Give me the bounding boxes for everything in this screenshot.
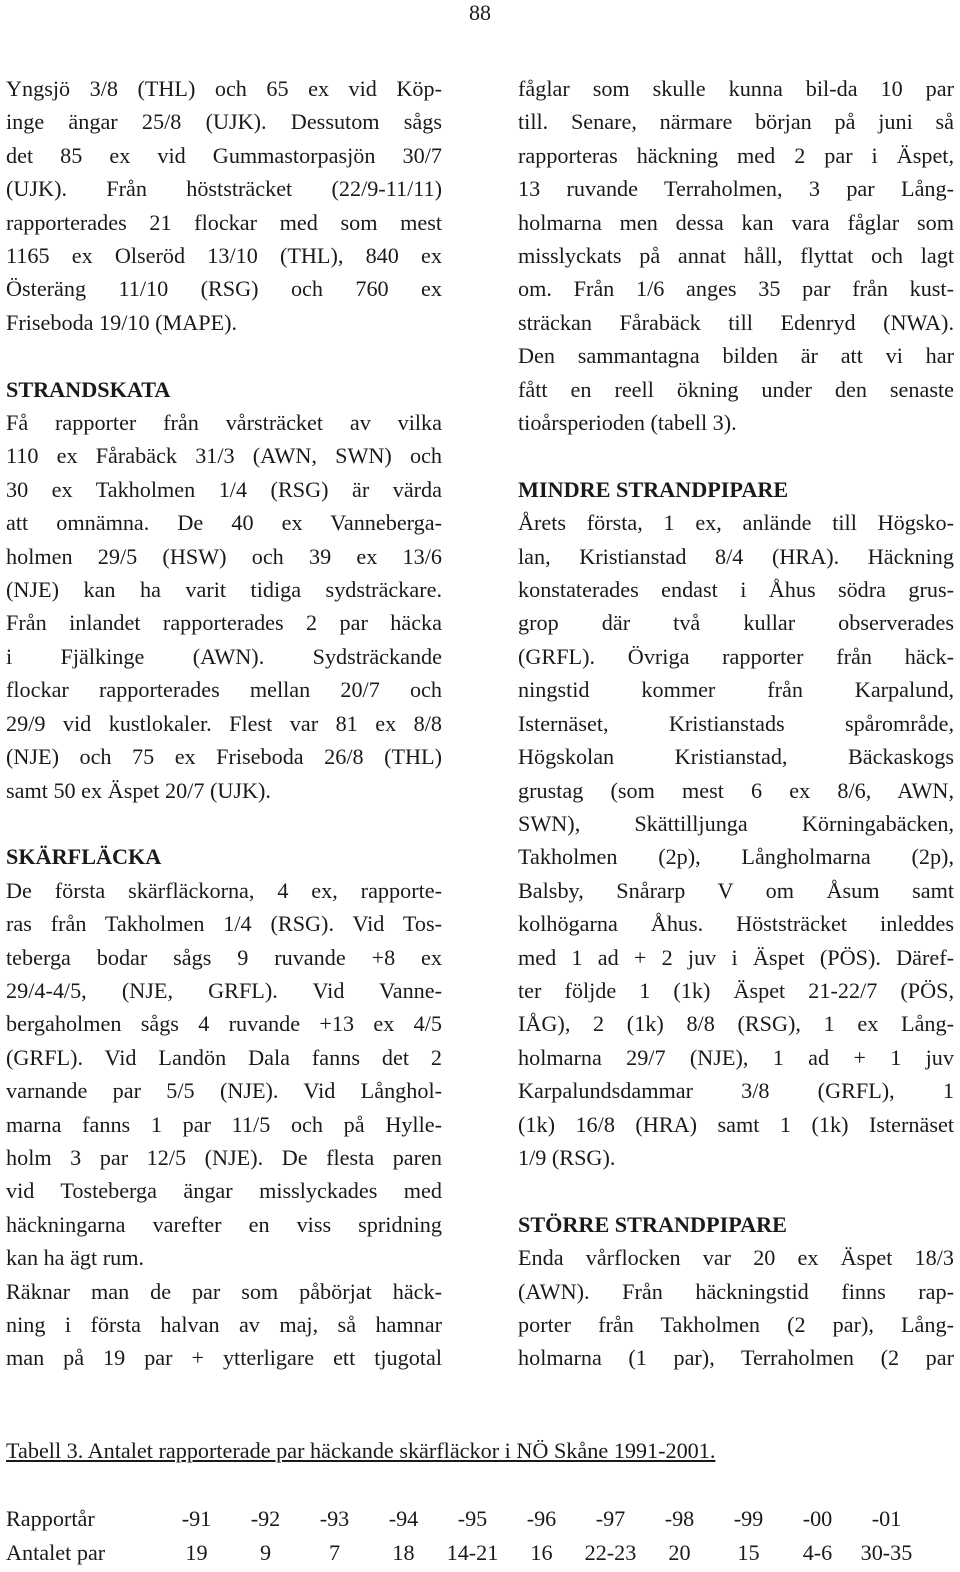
text-line: vid Tosteberga ängar misslyckades med [6, 1178, 442, 1204]
section-heading: STRANDSKATA [6, 376, 171, 402]
table-cell: 16 [530, 1540, 553, 1565]
text-line: ras från Takholmen 1/4 (RSG). Vid Tos- [6, 911, 442, 937]
text-line: Årets första, 1 ex, anlände till Högsko- [518, 510, 954, 536]
text-line: holmarna 29/7 (NJE), 1 ad + 1 juv [518, 1044, 954, 1070]
text-line: Friseboda 19/10 (MAPE). [6, 309, 238, 335]
text-line: kan ha ägt rum. [6, 1245, 145, 1271]
table-cell: -95 [457, 1506, 488, 1531]
text-line: Högskolan Kristianstad, Bäckaskogs [518, 744, 954, 770]
text-line: Enda vårflocken var 20 ex Äspet 18/3 [518, 1245, 954, 1271]
text-line: om. Från 1/6 anges 35 par från kust- [518, 276, 954, 302]
text-line: ter följde 1 (1k) Äspet 21-22/7 (PÖS, [518, 977, 954, 1003]
text-line: häckningarna varefter en viss spridning [6, 1211, 442, 1237]
text-line: 29/9 vid kustlokaler. Flest var 81 ex 8/8 [6, 710, 442, 736]
text-line: sträckan Fårabäck till Edenryd (NWA). [518, 309, 954, 335]
table-cell: -00 [802, 1506, 833, 1531]
text-line: (AWN). Från häckningstid finns rap- [518, 1278, 954, 1304]
text-line: Från inlandet rapporterades 2 par häcka [6, 610, 442, 636]
text-line: Få rapporter från vårsträcket av vilka [6, 410, 442, 436]
text-line: Takholmen (2p), Långholmarna (2p), [518, 844, 954, 870]
text-line: att omnämna. De 40 ex Vanneberga- [6, 510, 442, 536]
text-line: marna fanns 1 par 11/5 och på Hylle- [6, 1111, 442, 1137]
text-line: 1165 ex Olseröd 13/10 (THL), 840 ex [6, 243, 442, 269]
table-cell: 15 [737, 1540, 760, 1565]
table-cell: 9 [259, 1540, 272, 1565]
text-line: Den sammantagna bilden är att vi har [518, 343, 954, 369]
right-column [518, 72, 954, 1375]
text-line: 1/9 (RSG). [518, 1144, 616, 1170]
table-cell: -99 [733, 1506, 764, 1531]
text-line: 30 ex Takholmen 1/4 (RSG) är värda [6, 476, 442, 502]
table-row [6, 1536, 921, 1570]
breeding-pairs-table [6, 1502, 921, 1570]
table-cell: 14-21 [446, 1540, 499, 1565]
text-line: porter från Takholmen (2 par), Lång- [518, 1312, 954, 1337]
text-line: holmarna (1 par), Terraholmen (2 par [518, 1345, 954, 1371]
text-line: 13 ruvande Terraholmen, 3 par Lång- [518, 176, 954, 202]
text-line: 110 ex Fårabäck 31/3 (AWN, SWN) och [6, 443, 442, 469]
table-cell: 20 [668, 1540, 691, 1565]
text-line: grustag (som mest 6 ex 8/6, AWN, [518, 777, 954, 803]
text-line: i Fjälkinge (AWN). Sydsträckande [6, 643, 442, 669]
text-line: teberga bodar sågs 9 ruvande +8 ex [6, 944, 442, 970]
section-heading: MINDRE STRANDPIPARE [518, 476, 789, 502]
text-line: kolhögarna Åhus. Höststräcket inleddes [518, 911, 954, 937]
text-line: (NJE) och 75 ex Friseboda 26/8 (THL) [6, 744, 442, 770]
table-cell: 18 [392, 1540, 415, 1565]
text-line: fåglar som skulle kunna bil-da 10 par [518, 76, 954, 101]
table-cell: -01 [871, 1506, 902, 1531]
paragraph-gap [518, 1174, 954, 1207]
table-cell: -93 [319, 1506, 350, 1531]
table-cell: 7 [328, 1540, 341, 1565]
paragraph-gap [6, 339, 442, 372]
table-cell: 22-23 [584, 1540, 637, 1565]
text-line: Yngsjö 3/8 (THL) och 65 ex vid Köp- [6, 76, 442, 101]
text-line: Karpalundsdammar 3/8 (GRFL), 1 [518, 1078, 954, 1104]
text-line: det 85 ex vid Gummastorpasjön 30/7 [6, 142, 442, 168]
text-line: Österäng 11/10 (RSG) och 760 ex [6, 276, 442, 302]
table-cell: 30-35 [860, 1540, 913, 1565]
text-line: (1k) 16/8 (HRA) samt 1 (1k) Isternäset [518, 1111, 954, 1137]
text-line: fått en reell ökning under den senaste [518, 376, 954, 402]
text-line: man på 19 par + ytterligare ett tjugotal [6, 1345, 442, 1371]
text-line: Balsby, Snårarp V om Åsum samt [518, 877, 954, 903]
text-line: med 1 ad + 2 juv i Äspet (PÖS). Däref- [518, 944, 954, 970]
text-line: misslyckats på annat håll, flyttat och lagt [518, 243, 954, 269]
text-line: SWN), Skättilljunga Körningabäcken, [518, 810, 954, 836]
text-line: (UJK). Från höststräcket (22/9-11/11) [6, 176, 442, 202]
text-line: IÅG), 2 (1k) 8/8 (RSG), 1 ex Lång- [518, 1011, 954, 1037]
text-line: rapporteras häckning med 2 par i Äspet, [518, 142, 954, 168]
text-line: (NJE) kan ha varit tidiga sydsträckare. [6, 577, 442, 603]
text-line: flockar rapporterades mellan 20/7 och [6, 677, 442, 703]
text-line: lan, Kristianstad 8/4 (HRA). Häckning [518, 543, 954, 569]
text-line: till. Senare, närmare början på juni så [518, 109, 954, 135]
table-cell: 4-6 [802, 1540, 833, 1565]
text-line: ningstid kommer från Karpalund, [518, 677, 954, 703]
table-cell: -91 [181, 1506, 212, 1531]
text-line: holmen 29/5 (HSW) och 39 ex 13/6 [6, 543, 442, 569]
table-cell: -94 [388, 1506, 419, 1531]
text-line: tioårsperioden (tabell 3). [518, 410, 737, 436]
table-caption: Tabell 3. Antalet rapporterade par häckande skärfläckor i NÖ Skåne 1991-2001. [6, 1438, 716, 1463]
table-cell: -98 [664, 1506, 695, 1531]
text-line: grop där två kullar observerades [518, 610, 954, 636]
text-line: varnande par 5/5 (NJE). Vid Långhol- [6, 1078, 442, 1104]
text-line: ning i första halvan av maj, så hamnar [6, 1312, 442, 1337]
text-line: (GRFL). Övriga rapporter från häck- [518, 643, 954, 669]
table-cell: 19 [185, 1540, 208, 1565]
section-heading: SKÄRFLÄCKA [6, 844, 162, 870]
table-cell: -97 [595, 1506, 626, 1531]
table-cell: -92 [250, 1506, 281, 1531]
page-number: 88 [469, 0, 491, 25]
text-line: bergaholmen sågs 4 ruvande +13 ex 4/5 [6, 1011, 442, 1037]
text-line: holm 3 par 12/5 (NJE). De flesta paren [6, 1144, 442, 1170]
text-line: konstaterades endast i Åhus södra grus- [518, 577, 954, 603]
text-line: (GRFL). Vid Landön Dala fanns det 2 [6, 1044, 442, 1070]
row-label: Rapportår [6, 1506, 95, 1531]
table-row [6, 1502, 921, 1536]
text-line: rapporterades 21 flockar med som mest [6, 209, 442, 235]
row-label: Antalet par [6, 1540, 106, 1565]
section-heading: STÖRRE STRANDPIPARE [518, 1211, 787, 1237]
paragraph-gap [6, 807, 442, 840]
table-cell: -96 [526, 1506, 557, 1531]
text-line: 29/4-4/5, (NJE, GRFL). Vid Vanne- [6, 977, 442, 1003]
left-column [6, 72, 442, 1375]
paragraph-gap [518, 439, 954, 472]
text-line: samt 50 ex Äspet 20/7 (UJK). [6, 777, 271, 803]
text-line: Räknar man de par som påbörjat häck- [6, 1278, 442, 1304]
text-line: Isternäset, Kristianstads spårområde, [518, 710, 954, 736]
text-line: holmarna men dessa kan vara fåglar som [518, 209, 954, 235]
text-line: inge ängar 25/8 (UJK). Dessutom sågs [6, 109, 442, 135]
text-line: De första skärfläckorna, 4 ex, rapporte- [6, 877, 442, 903]
